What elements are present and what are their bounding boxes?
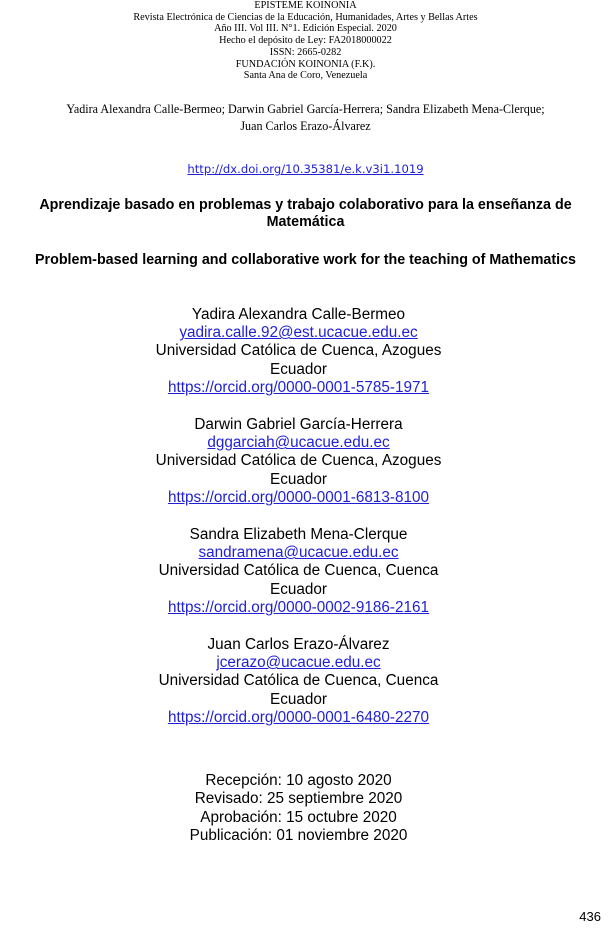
running-authors xyxy=(0,101,611,134)
journal-issn: ISSN: 2665-0282 xyxy=(269,46,342,58)
journal-location: Santa Ana de Coro, Venezuela xyxy=(243,70,368,82)
title-spanish-line-2: Matemática xyxy=(266,214,345,230)
author-email-link[interactable]: sandramena@ucacue.edu.ec xyxy=(198,544,399,562)
reception-date: Recepción: 10 agosto 2020 xyxy=(205,772,392,789)
submission-dates xyxy=(0,772,597,845)
author-affiliation: Universidad Católica de Cuenca, Cuenca xyxy=(158,672,439,690)
title-spanish xyxy=(0,197,611,231)
publication-date: Publicación: 01 noviembre 2020 xyxy=(189,826,408,844)
revised-date: Revisado: 25 septiembre 2020 xyxy=(194,790,403,808)
author-orcid-link[interactable]: https://orcid.org/0000-0001-5785-1971 xyxy=(167,378,430,396)
author-country: Ecuador xyxy=(270,690,327,708)
author-block-3 xyxy=(0,526,597,617)
author-affiliation: Universidad Católica de Cuenca, Azogues xyxy=(155,452,442,470)
approval-date: Aprobación: 15 octubre 2020 xyxy=(200,808,397,826)
author-country: Ecuador xyxy=(270,470,327,488)
author-country: Ecuador xyxy=(270,580,327,598)
doi xyxy=(0,162,611,176)
running-authors-line-2: Juan Carlos Erazo-Álvarez xyxy=(240,118,371,133)
author-affiliation: Universidad Católica de Cuenca, Cuenca xyxy=(158,562,439,580)
author-name: Yadira Alexandra Calle-Bermeo xyxy=(191,306,406,323)
author-name: Darwin Gabriel García-Herrera xyxy=(194,416,403,433)
journal-legal-deposit: Hecho el depósito de Ley: FA2018000022 xyxy=(219,35,392,47)
author-name: Sandra Elizabeth Mena-Clerque xyxy=(189,526,408,543)
author-block-2 xyxy=(0,416,597,507)
author-orcid-link[interactable]: https://orcid.org/0000-0002-9186-2161 xyxy=(167,598,430,616)
title-spanish-line-1: Aprendizaje basado en problemas y trabajo colaborativo para la enseñanza de xyxy=(39,197,572,213)
journal-subtitle: Revista Electrónica de Ciencias de la Educación, Humanidades, Artes y Bellas Artes xyxy=(133,11,478,23)
author-email-link[interactable]: yadira.calle.92@est.ucacue.edu.ec xyxy=(179,324,418,342)
author-affiliation: Universidad Católica de Cuenca, Azogues xyxy=(155,342,442,360)
author-email-link[interactable]: dggarciah@ucacue.edu.ec xyxy=(207,434,390,452)
journal-foundation: FUNDACIÓN KOINONIA (F.K). xyxy=(235,58,376,70)
author-block-4 xyxy=(0,636,597,727)
journal-volume: Año III. Vol III. N°1. Edición Especial. 2020 xyxy=(214,23,397,35)
author-orcid-link[interactable]: https://orcid.org/0000-0001-6480-2270 xyxy=(167,708,430,726)
journal-name: EPISTEME KOINONIA xyxy=(254,0,357,11)
author-orcid-link[interactable]: https://orcid.org/0000-0001-6813-8100 xyxy=(167,488,430,506)
title-english: Problem-based learning and collaborative work for the teaching of Mathematics xyxy=(34,252,576,268)
journal-header xyxy=(0,0,611,82)
author-name: Juan Carlos Erazo-Álvarez xyxy=(207,636,390,653)
running-authors-line-1: Yadira Alexandra Calle-Bermeo; Darwin Gabriel García-Herrera; Sandra Elizabeth Mena-Clerque; xyxy=(66,102,545,116)
page-number: 436 xyxy=(579,909,601,924)
author-email-link[interactable]: jcerazo@ucacue.edu.ec xyxy=(216,654,381,672)
doi-link[interactable]: http://dx.doi.org/10.35381/e.k.v3i1.1019 xyxy=(187,162,424,176)
author-block-1 xyxy=(0,306,597,397)
author-country: Ecuador xyxy=(270,360,327,378)
